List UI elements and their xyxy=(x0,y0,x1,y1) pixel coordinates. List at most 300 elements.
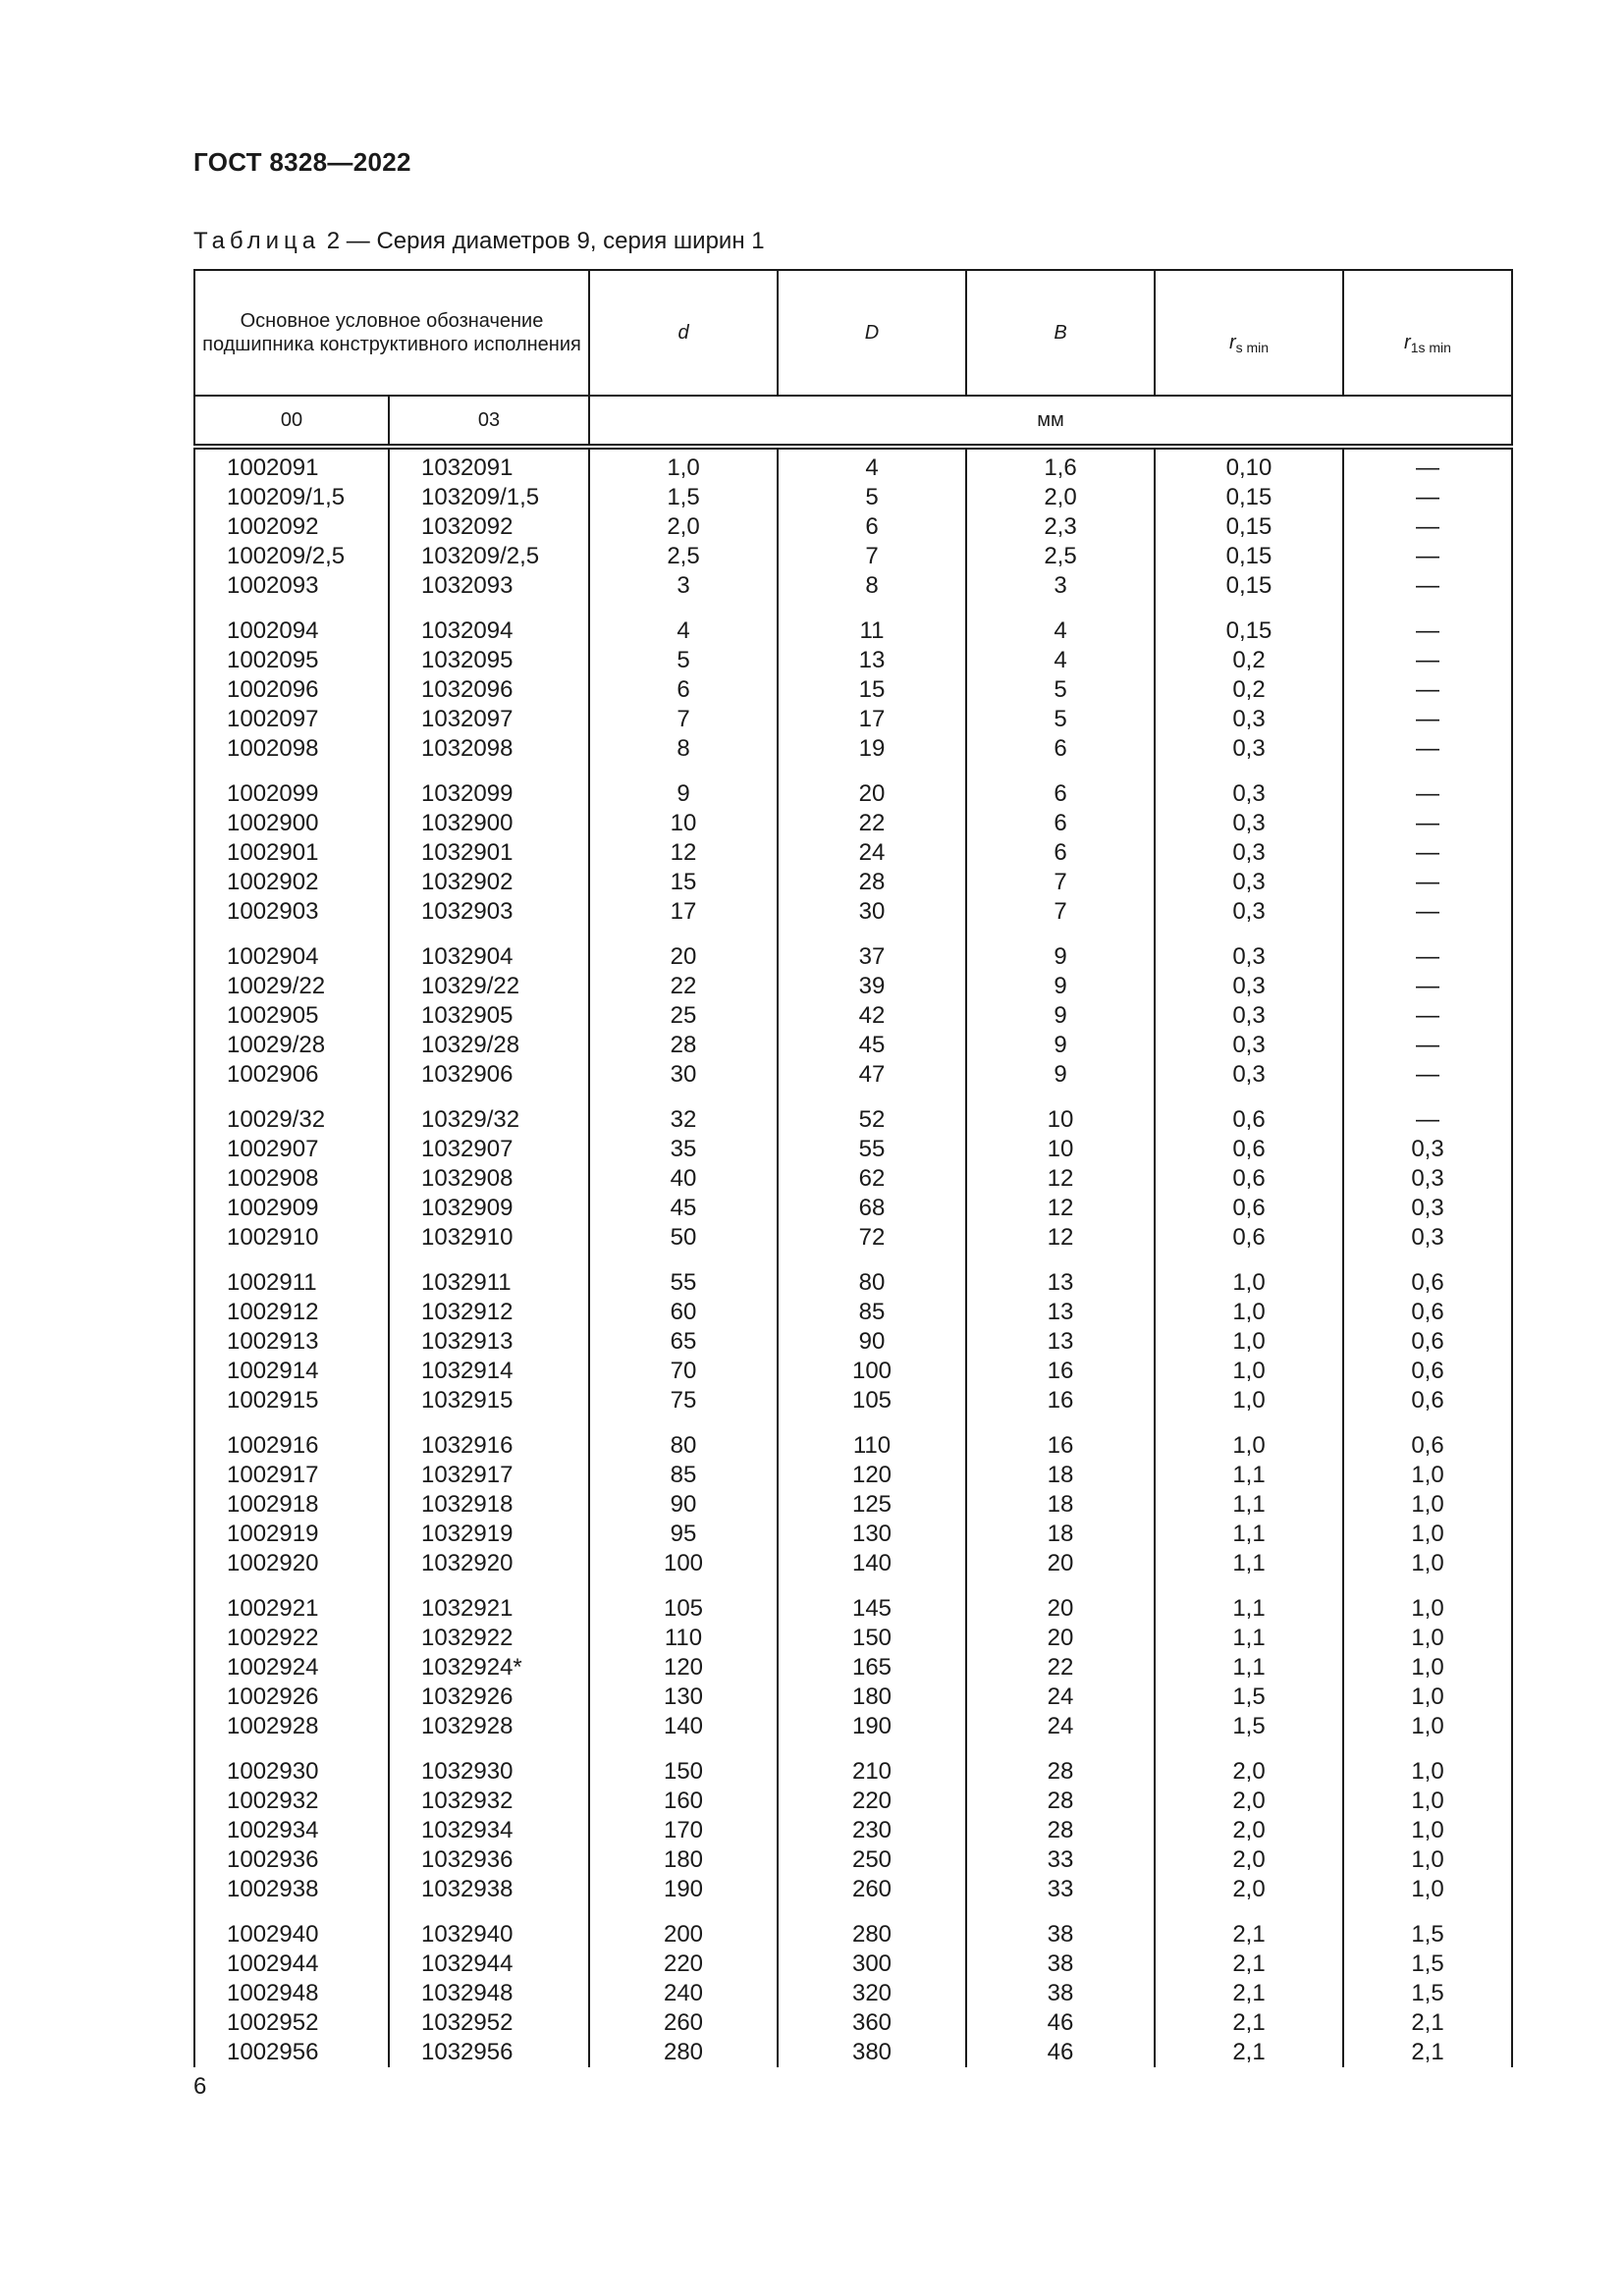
table-cell: 24 xyxy=(858,839,886,866)
table-cell: 0,3 xyxy=(1232,973,1266,999)
table-cell: 0,3 xyxy=(1232,898,1266,925)
table-cell: 10 xyxy=(670,810,697,836)
table-cell: 2,1 xyxy=(1232,1950,1266,1977)
table-cell: 28 xyxy=(858,869,886,895)
table-cell: 10329/28 xyxy=(421,1032,520,1058)
table-cell: 10 xyxy=(1047,1106,1074,1133)
table-cell: 7 xyxy=(1054,898,1067,925)
table-cell: 1002916 xyxy=(227,1432,319,1459)
table-cell: 1032094 xyxy=(421,617,514,644)
table-subheader-row xyxy=(194,396,1512,447)
table-cell: 1032924* xyxy=(421,1654,522,1681)
D-header: D xyxy=(778,270,966,396)
table-cell: 260 xyxy=(851,1876,893,1902)
table-cell: 0,2 xyxy=(1232,647,1266,673)
table-cell: 2,0 xyxy=(667,513,700,540)
table-cell: 90 xyxy=(858,1328,886,1355)
table-cell: 70 xyxy=(670,1358,697,1384)
table-cell: 8 xyxy=(865,572,879,599)
table-cell: 40 xyxy=(670,1165,697,1192)
table-cell: 20 xyxy=(670,943,697,970)
table-cell: 1032091 xyxy=(421,454,514,481)
table-cell: 100209/2,5 xyxy=(227,543,346,569)
table-cell: 10329/22 xyxy=(421,973,520,999)
table-cell: 190 xyxy=(663,1876,704,1902)
table-cell: 25 xyxy=(670,1002,697,1029)
table-cell: 10329/32 xyxy=(421,1106,520,1133)
group-spacer xyxy=(590,1578,777,1594)
table-cell: 1002909 xyxy=(227,1195,319,1221)
group-spacer xyxy=(1344,1741,1511,1757)
table-cell: 9 xyxy=(1054,1061,1067,1088)
table-body-row xyxy=(194,447,1512,2067)
table-cell: 1032918 xyxy=(421,1491,514,1518)
table-cell: 17 xyxy=(858,706,886,732)
table-cell: 1002092 xyxy=(227,513,319,540)
table-cell: 1002091 xyxy=(227,454,319,481)
column-D xyxy=(778,447,966,2067)
table-cell: 0,2 xyxy=(1232,676,1266,703)
table-cell: 47 xyxy=(858,1061,886,1088)
group-spacer xyxy=(227,1090,388,1105)
table-cell: 46 xyxy=(1047,2039,1074,2065)
group-spacer xyxy=(1156,1741,1342,1757)
table-cell: 1002912 xyxy=(227,1299,319,1325)
table-cell: 1032093 xyxy=(421,572,514,599)
group-spacer xyxy=(779,1741,965,1757)
table-cell: 220 xyxy=(663,1950,704,1977)
table-cell: 100209/1,5 xyxy=(227,484,346,510)
table-cell: 28 xyxy=(1047,1758,1074,1785)
table-cell: 1032909 xyxy=(421,1195,514,1221)
B-header: B xyxy=(966,270,1155,396)
table-cell: 6 xyxy=(1054,810,1067,836)
table-cell: 13 xyxy=(1047,1328,1074,1355)
table-cell: 1002910 xyxy=(227,1224,319,1251)
table-cell: 1,0 xyxy=(1411,1654,1444,1681)
table-cell: 10029/28 xyxy=(227,1032,326,1058)
group-spacer xyxy=(1344,1578,1511,1594)
table-cell: 120 xyxy=(663,1654,704,1681)
group-spacer xyxy=(1344,1253,1511,1268)
table-cell: 0,6 xyxy=(1232,1224,1266,1251)
table-cell: 1032908 xyxy=(421,1165,514,1192)
group-spacer xyxy=(779,927,965,942)
table-cell: 1002903 xyxy=(227,898,319,925)
table-cell: 0,3 xyxy=(1232,1032,1266,1058)
table-cell: 250 xyxy=(851,1846,893,1873)
group-spacer xyxy=(590,1253,777,1268)
table-cell: — xyxy=(1416,869,1439,895)
table-cell: — xyxy=(1416,810,1439,836)
table-cell: 6 xyxy=(1054,735,1067,762)
table-cell: 1,0 xyxy=(1232,1269,1266,1296)
bearing-dimensions-table xyxy=(193,269,1513,2067)
table-cell: 52 xyxy=(858,1106,886,1133)
table-cell: 1002940 xyxy=(227,1921,319,1948)
group-spacer xyxy=(779,764,965,779)
group-spacer xyxy=(421,1904,588,1920)
table-cell: 1002922 xyxy=(227,1625,319,1651)
table-cell: 4 xyxy=(677,617,690,644)
table-cell: 0,6 xyxy=(1232,1195,1266,1221)
table-caption xyxy=(193,228,765,255)
table-cell: 1032934 xyxy=(421,1817,514,1843)
r1s-min-header xyxy=(1343,270,1512,396)
group-spacer xyxy=(1156,1090,1342,1105)
table-cell: 1032926 xyxy=(421,1683,514,1710)
table-cell: 6 xyxy=(1054,839,1067,866)
group-spacer xyxy=(967,764,1154,779)
table-cell: 33 xyxy=(1047,1846,1074,1873)
table-cell: — xyxy=(1416,1061,1439,1088)
table-cell: 5 xyxy=(1054,706,1067,732)
table-cell: 1002097 xyxy=(227,706,319,732)
table-cell: 18 xyxy=(1047,1521,1074,1547)
table-cell: 1,5 xyxy=(1411,1921,1444,1948)
table-cell: 37 xyxy=(858,943,886,970)
document-code: ГОСТ 8328—2022 xyxy=(193,147,411,177)
table-cell: 4 xyxy=(1054,647,1067,673)
table-cell: — xyxy=(1416,943,1439,970)
table-cell: 1032940 xyxy=(421,1921,514,1948)
table-cell: 1,5 xyxy=(1232,1683,1266,1710)
table-cell: 170 xyxy=(663,1817,704,1843)
table-cell: 1002936 xyxy=(227,1846,319,1873)
table-cell: 145 xyxy=(851,1595,893,1622)
table-cell: 1032913 xyxy=(421,1328,514,1355)
group-spacer xyxy=(590,1090,777,1105)
table-cell: 100 xyxy=(851,1358,893,1384)
group-spacer xyxy=(227,1904,388,1920)
table-cell: 60 xyxy=(670,1299,697,1325)
table-caption-text: 2 — Серия диаметров 9, серия ширин 1 xyxy=(326,228,765,254)
table-cell: 1032919 xyxy=(421,1521,514,1547)
table-cell: 1,0 xyxy=(1411,1491,1444,1518)
table-cell: 1,0 xyxy=(1232,1432,1266,1459)
table-cell: 35 xyxy=(670,1136,697,1162)
table-cell: 1032956 xyxy=(421,2039,514,2065)
table-cell: 1032932 xyxy=(421,1788,514,1814)
table-cell: 5 xyxy=(865,484,879,510)
group-spacer xyxy=(967,1090,1154,1105)
group-spacer xyxy=(227,1578,388,1594)
group-spacer xyxy=(421,1578,588,1594)
table-cell: 165 xyxy=(851,1654,893,1681)
table-cell: 0,15 xyxy=(1225,543,1272,569)
table-cell: 2,0 xyxy=(1232,1788,1266,1814)
group-spacer xyxy=(421,1741,588,1757)
table-cell: 1032930 xyxy=(421,1758,514,1785)
group-spacer xyxy=(590,1415,777,1431)
table-cell: 320 xyxy=(851,1980,893,2006)
table-cell: 17 xyxy=(670,898,697,925)
table-cell: 1,1 xyxy=(1232,1491,1266,1518)
table-cell: 1002926 xyxy=(227,1683,319,1710)
table-cell: 2,0 xyxy=(1232,1846,1266,1873)
table-cell: 1002911 xyxy=(227,1269,317,1296)
table-cell: 1,0 xyxy=(1411,1550,1444,1576)
table-cell: 100 xyxy=(663,1550,704,1576)
table-cell: 95 xyxy=(670,1521,697,1547)
table-cell: 1032096 xyxy=(421,676,514,703)
table-cell: 1002907 xyxy=(227,1136,319,1162)
table-cell: 1032098 xyxy=(421,735,514,762)
table-cell: 38 xyxy=(1047,1950,1074,1977)
table-cell: 1,1 xyxy=(1232,1625,1266,1651)
table-cell: 220 xyxy=(851,1788,893,1814)
table-cell: 4 xyxy=(865,454,879,481)
table-cell: 150 xyxy=(663,1758,704,1785)
table-cell: 20 xyxy=(858,780,886,807)
table-cell: 6 xyxy=(677,676,690,703)
group-spacer xyxy=(421,1253,588,1268)
table-cell: 2,3 xyxy=(1044,513,1077,540)
table-cell: 1002918 xyxy=(227,1491,319,1518)
table-cell: 1002934 xyxy=(227,1817,319,1843)
group-spacer xyxy=(227,927,388,942)
table-cell: 1002095 xyxy=(227,647,319,673)
table-cell: 0,3 xyxy=(1411,1165,1444,1192)
table-cell: 1002928 xyxy=(227,1713,319,1739)
table-cell: 0,6 xyxy=(1232,1136,1266,1162)
table-cell: 3 xyxy=(1054,572,1067,599)
group-spacer xyxy=(967,601,1154,616)
table-cell: 45 xyxy=(670,1195,697,1221)
table-header-row xyxy=(194,270,1512,396)
table-cell: 1002930 xyxy=(227,1758,319,1785)
table-cell: 30 xyxy=(858,898,886,925)
group-spacer xyxy=(779,1904,965,1920)
group-spacer xyxy=(967,1904,1154,1920)
table-cell: 0,6 xyxy=(1232,1165,1266,1192)
table-cell: 7 xyxy=(677,706,690,732)
table-cell: 1,0 xyxy=(1232,1299,1266,1325)
table-cell: 1002904 xyxy=(227,943,319,970)
table-cell: 80 xyxy=(670,1432,697,1459)
table-cell: 1,0 xyxy=(1411,1521,1444,1547)
table-cell: 50 xyxy=(670,1224,697,1251)
rs-min-subscript: s min xyxy=(1235,340,1270,355)
column-00 xyxy=(194,447,389,2067)
group-spacer xyxy=(779,1090,965,1105)
table-caption-label: Таблица xyxy=(193,228,321,254)
table-cell: 55 xyxy=(858,1136,886,1162)
table-cell: 2,1 xyxy=(1411,2039,1444,2065)
table-cell: 6 xyxy=(865,513,879,540)
table-cell: 13 xyxy=(1047,1299,1074,1325)
table-cell: 10 xyxy=(1047,1136,1074,1162)
table-cell: — xyxy=(1416,513,1439,540)
table-cell: 72 xyxy=(858,1224,886,1251)
table-cell: 55 xyxy=(670,1269,697,1296)
version-00-header: 00 xyxy=(194,396,389,447)
table-cell: 42 xyxy=(858,1002,886,1029)
table-cell: 0,15 xyxy=(1225,513,1272,540)
table-cell: 28 xyxy=(1047,1817,1074,1843)
column-03 xyxy=(389,447,589,2067)
table-cell: — xyxy=(1416,898,1439,925)
table-cell: 12 xyxy=(1047,1195,1074,1221)
table-cell: 1032904 xyxy=(421,943,514,970)
table-cell: 4 xyxy=(1054,617,1067,644)
table-cell: 1002944 xyxy=(227,1950,319,1977)
table-cell: — xyxy=(1416,780,1439,807)
table-cell: 46 xyxy=(1047,2009,1074,2036)
table-cell: 0,6 xyxy=(1411,1358,1444,1384)
table-cell: 2,0 xyxy=(1044,484,1077,510)
table-cell: 1,5 xyxy=(667,484,700,510)
table-cell: 0,3 xyxy=(1232,839,1266,866)
table-cell: 8 xyxy=(677,735,690,762)
table-cell: 0,3 xyxy=(1232,943,1266,970)
table-cell: 1002938 xyxy=(227,1876,319,1902)
table-cell: 1032915 xyxy=(421,1387,514,1414)
table-cell: 1002098 xyxy=(227,735,319,762)
table-cell: 0,3 xyxy=(1232,869,1266,895)
group-spacer xyxy=(967,1253,1154,1268)
table-cell: 105 xyxy=(851,1387,893,1414)
table-cell: 0,6 xyxy=(1411,1299,1444,1325)
table-cell: 0,6 xyxy=(1411,1432,1444,1459)
table-cell: 22 xyxy=(670,973,697,999)
rs-min-header xyxy=(1155,270,1343,396)
table-cell: 11 xyxy=(859,617,885,644)
table-cell: 0,15 xyxy=(1225,572,1272,599)
table-cell: 105 xyxy=(663,1595,704,1622)
group-spacer xyxy=(1156,601,1342,616)
table-cell: 360 xyxy=(851,2009,893,2036)
table-cell: 1,0 xyxy=(1411,1625,1444,1651)
table-cell: 1002096 xyxy=(227,676,319,703)
table-cell: 0,3 xyxy=(1232,810,1266,836)
group-spacer xyxy=(421,601,588,616)
group-spacer xyxy=(590,927,777,942)
group-spacer xyxy=(1344,1904,1511,1920)
group-spacer xyxy=(1156,927,1342,942)
table-cell: 15 xyxy=(670,869,697,895)
column-rs-min xyxy=(1155,447,1343,2067)
table-cell: 0,3 xyxy=(1232,735,1266,762)
table-cell: 1002948 xyxy=(227,1980,319,2006)
table-cell: 18 xyxy=(1047,1491,1074,1518)
table-cell: 1002099 xyxy=(227,780,319,807)
group-spacer xyxy=(421,1090,588,1105)
table-cell: 1,1 xyxy=(1232,1550,1266,1576)
table-cell: 1032905 xyxy=(421,1002,514,1029)
table-cell: 1032910 xyxy=(421,1224,514,1251)
column-B xyxy=(966,447,1155,2067)
group-spacer xyxy=(1156,1904,1342,1920)
unit-header: мм xyxy=(589,396,1512,447)
table-cell: 16 xyxy=(1047,1387,1074,1414)
designation-header: Основное условное обозначение подшипника конструктивного исполнения xyxy=(194,270,589,396)
table-cell: 10029/22 xyxy=(227,973,326,999)
table-cell: 68 xyxy=(858,1195,886,1221)
table-cell: 24 xyxy=(1047,1683,1074,1710)
table-cell: 1002901 xyxy=(227,839,319,866)
table-cell: 200 xyxy=(663,1921,704,1948)
table-cell: 240 xyxy=(663,1980,704,2006)
table-cell: 1032097 xyxy=(421,706,514,732)
table-cell: 1,0 xyxy=(1232,1387,1266,1414)
table-cell: — xyxy=(1416,617,1439,644)
table-cell: 2,5 xyxy=(1044,543,1077,569)
table-cell: 85 xyxy=(858,1299,886,1325)
table-cell: 2,0 xyxy=(1232,1876,1266,1902)
table-cell: 1,1 xyxy=(1232,1462,1266,1488)
table-cell: 0,3 xyxy=(1411,1195,1444,1221)
group-spacer xyxy=(967,1578,1154,1594)
table-cell: 1,6 xyxy=(1044,454,1077,481)
column-d xyxy=(589,447,778,2067)
table-cell: 65 xyxy=(670,1328,697,1355)
table-cell: — xyxy=(1416,1002,1439,1029)
table-cell: 1032901 xyxy=(421,839,514,866)
table-cell: 0,3 xyxy=(1411,1224,1444,1251)
table-cell: 20 xyxy=(1047,1625,1074,1651)
table-cell: 1032912 xyxy=(421,1299,514,1325)
table-cell: 1002093 xyxy=(227,572,319,599)
table-cell: 0,3 xyxy=(1232,780,1266,807)
table-cell: 33 xyxy=(1047,1876,1074,1902)
table-cell: — xyxy=(1416,706,1439,732)
table-cell: 1032928 xyxy=(421,1713,514,1739)
group-spacer xyxy=(1344,1415,1511,1431)
table-cell: 12 xyxy=(1047,1224,1074,1251)
table-cell: 280 xyxy=(663,2039,704,2065)
table-cell: 1032911 xyxy=(421,1269,512,1296)
table-cell: 1032907 xyxy=(421,1136,514,1162)
table-cell: 2,5 xyxy=(667,543,700,569)
table-cell: 80 xyxy=(858,1269,886,1296)
group-spacer xyxy=(590,1904,777,1920)
table-cell: 1032922 xyxy=(421,1625,514,1651)
table-cell: 5 xyxy=(1054,676,1067,703)
table-cell: 1032952 xyxy=(421,2009,514,2036)
table-cell: 1,0 xyxy=(1411,1788,1444,1814)
r1s-min-symbol: r xyxy=(1404,332,1411,353)
page-number: 6 xyxy=(193,2073,207,2100)
group-spacer xyxy=(1156,1253,1342,1268)
table-cell: 1032936 xyxy=(421,1846,514,1873)
table-cell: — xyxy=(1416,676,1439,703)
table-cell: 1002952 xyxy=(227,2009,319,2036)
table-cell: 260 xyxy=(663,2009,704,2036)
group-spacer xyxy=(779,1253,965,1268)
table-cell: 280 xyxy=(851,1921,893,1948)
table-cell: 7 xyxy=(1054,869,1067,895)
table-cell: 12 xyxy=(670,839,697,866)
table-cell: 1,0 xyxy=(667,454,700,481)
table-cell: 125 xyxy=(851,1491,893,1518)
group-spacer xyxy=(779,1415,965,1431)
table-cell: 110 xyxy=(664,1625,703,1651)
table-cell: 9 xyxy=(1054,1002,1067,1029)
column-r1s-min xyxy=(1343,447,1512,2067)
table-cell: 1032900 xyxy=(421,810,514,836)
table-cell: 1032944 xyxy=(421,1950,514,1977)
table-cell: 85 xyxy=(670,1462,697,1488)
table-cell: 130 xyxy=(663,1683,704,1710)
group-spacer xyxy=(1344,927,1511,942)
table-cell: 24 xyxy=(1047,1713,1074,1739)
table-cell: 13 xyxy=(858,647,886,673)
table-cell: 1032917 xyxy=(421,1462,514,1488)
table-cell: 1002915 xyxy=(227,1387,319,1414)
table-cell: 2,1 xyxy=(1232,1921,1266,1948)
table-cell: 2,0 xyxy=(1232,1817,1266,1843)
